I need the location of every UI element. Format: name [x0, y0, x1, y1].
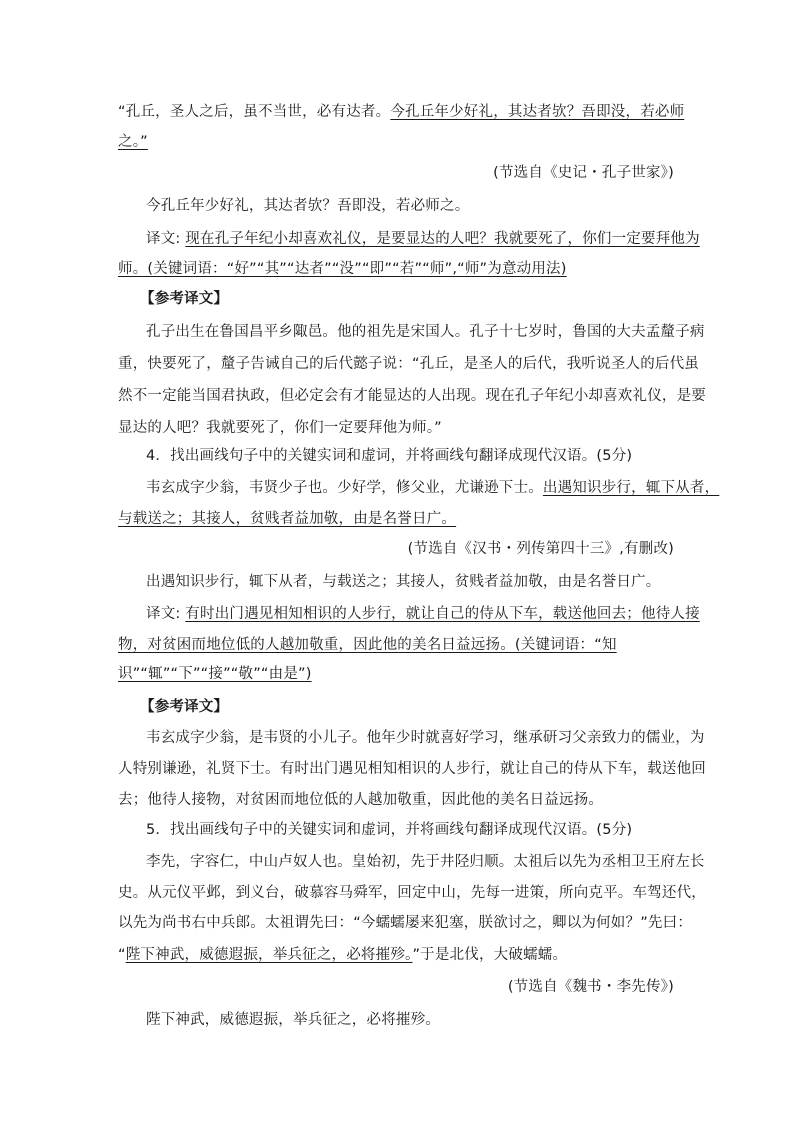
source-citation [508, 977, 674, 997]
text-line [118, 386, 706, 406]
text-line [118, 883, 706, 903]
line-text: 今孔丘年少好礼，其达者欤？吾即没，若必师之。 [146, 198, 470, 214]
source-citation [408, 539, 674, 559]
underlined-text: 物，对贫困而地位低的人越加敬重，因此他的美名日益远扬。(关键词语：“知 [118, 637, 617, 653]
translation-line [118, 664, 678, 684]
translation-line [146, 604, 700, 624]
line-text: 陛下神武，威德遐振，举兵征之，必将摧殄。 [146, 1012, 440, 1028]
underlined-text: 与载送之；其接人，贫贱者益加敬，由是名誉日广。 [118, 511, 457, 527]
text-line [118, 945, 678, 965]
line-text: 出遇知识步行，辄下从者，与载送之；其接人，贫贱者益加敬，由是名誉日广。 [146, 574, 661, 590]
underlined-text: 现在孔子年纪小却喜欢礼仪，是要显达的人吧？我就要死了，你们一定要拜他为 [185, 231, 700, 247]
translation-line [118, 259, 678, 279]
line-text: 史。从元仪平邺，到义台，破慕容马舜军，回定中山，先每一进策，所向克平。车驾还代， [118, 885, 706, 901]
text-line [118, 759, 706, 779]
text-line [118, 102, 685, 122]
line-text: 去；他待人接物，对贫困而地位低的人越加敬重，因此他的美名日益远扬。 [118, 792, 604, 808]
source-citation [493, 163, 674, 183]
text-line [118, 354, 700, 374]
line-text: 人特别谦逊，礼贤下士。有时出门遇见相知相识的人步行，就让自己的侍从下车，载送他回 [118, 761, 706, 777]
line-text: 重，快要死了，釐子告诫自己的后代懿子说：“孔丘，是圣人的后代，我听说圣人的后代虽 [118, 356, 700, 372]
underlined-text: 今孔丘年少好礼，其达者欤？吾即没，若必师 [390, 104, 685, 120]
line-text: 4．找出画线句子中的关键实词和虚词，并将画线句翻译成现代汉语。(5分) [146, 448, 633, 464]
underlined-text: 识”“辄”“下”“接”“敬”“由是”) [118, 666, 312, 682]
line-text: 韦玄成字少翁，是韦贤的小儿子。他年少时就喜好学习，继承研习父亲致力的儒业，为 [146, 730, 705, 746]
text-line [118, 418, 678, 438]
underlined-text: 之。” [118, 134, 148, 150]
text-line [146, 572, 678, 592]
line-text: 李先，字容仁，中山卢奴人也。皇始初，先于井陉归顺。太祖后以先为丞相卫王府左长 [146, 854, 705, 870]
line-text: ”于是北伐，大破蠕蠕。 [412, 947, 568, 963]
underlined-text: 陛下神武，威德遐振，举兵征之，必将摧殄。 [125, 947, 413, 963]
text-line [118, 132, 678, 152]
line-text: (节选自《史记・孔子世家》) [493, 165, 674, 181]
line-text: “孔丘，圣人之后，虽不当世，必有达者。 [118, 104, 391, 120]
underlined-text: 师。(关键词语：“好”“其”“达者”“没”“即”“若”“师”,“师”为意动用法) [118, 261, 567, 277]
text-line [146, 322, 705, 342]
line-text: 译文: [146, 231, 186, 247]
text-line [146, 728, 705, 748]
text-line [146, 478, 720, 498]
text-line [146, 1010, 678, 1030]
line-text: 【参考译文】 [140, 699, 229, 715]
text-line [146, 196, 678, 216]
line-text: 孔子出生在鲁国昌平乡陬邑。他的祖先是宋国人。孔子十七岁时，鲁国的大夫孟釐子病 [146, 324, 705, 340]
line-text: 5．找出画线句子中的关键实词和虚词，并将画线句翻译成现代汉语。(5分) [146, 822, 633, 838]
section-heading [140, 289, 700, 309]
line-text: (节选自《汉书・列传第四十三》,有删改) [407, 541, 674, 557]
text-line [118, 509, 678, 529]
section-heading [140, 697, 700, 717]
translation-line [118, 635, 678, 655]
line-text: 【参考译文】 [140, 291, 229, 307]
line-text: 显达的人吧？我就要死了，你们一定要拜他为师。” [118, 420, 442, 436]
text-line [146, 852, 705, 872]
line-text: 译文: [146, 606, 186, 622]
text-line [118, 913, 693, 933]
underlined-text: 有时出门遇见相知相识的人步行，就让自己的侍从下车，载送他回去；他待人接 [185, 606, 700, 622]
translation-line [146, 229, 700, 249]
question-line [146, 820, 678, 840]
line-text: 韦玄成字少翁，韦贤少子也。少好学，修父业，尤谦逊下士。 [146, 480, 543, 496]
underlined-text: 出遇知识步行，辄下从者， [542, 480, 720, 496]
line-text: 然不一定能当国君执政，但必定会有才能显达的人出现。现在孔子年纪小却喜欢礼仪，是要 [118, 388, 706, 404]
text-line [118, 790, 678, 810]
line-text: 以先为尚书右中兵郎。太祖谓先曰：“今蠕蠕屡来犯塞，朕欲讨之，卿以为何如？”先曰： [118, 915, 693, 931]
line-text: “ [118, 947, 126, 963]
question-line [146, 446, 678, 466]
line-text: (节选自《魏书・李先传》) [507, 979, 674, 995]
